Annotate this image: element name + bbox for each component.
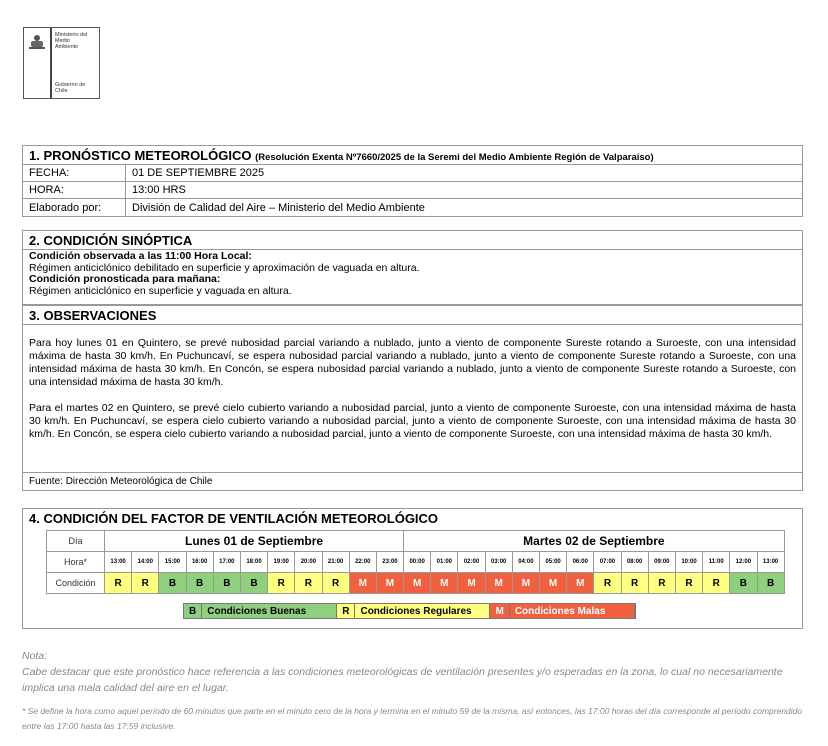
- hour-cell: 21:00: [322, 552, 349, 573]
- footnote: * Se define la hora como aquel período de 60 minutos que parte en el minuto cero de la hora y termina en el minuto 59 de la misma, así entonces, las 17:00 horas del día corresponde al período comprendido entre las 17:00 hasta las 17:59 inclusive.: [22, 706, 803, 731]
- condition-cell: R: [322, 573, 349, 594]
- condition-cell: B: [213, 573, 240, 594]
- condition-cell: R: [648, 573, 675, 594]
- condition-cell: R: [621, 573, 648, 594]
- legend-code: B: [184, 604, 202, 618]
- hour-cell: 03:00: [485, 552, 512, 573]
- condition-cell: M: [376, 573, 403, 594]
- hour-cell: 12:00: [730, 552, 757, 573]
- source-text: Fuente: Dirección Meteorológica de Chile: [23, 472, 802, 490]
- info-value: 01 DE SEPTIEMBRE 2025: [132, 167, 265, 179]
- day-2-header: Martes 02 de Septiembre: [404, 531, 785, 552]
- section-2-title: 2. CONDICIÓN SINÓPTICA: [23, 231, 802, 250]
- hour-cell: 13:00: [105, 552, 132, 573]
- hour-cell: 23:00: [376, 552, 403, 573]
- legend-code: R: [337, 604, 355, 618]
- condition-cell: B: [159, 573, 186, 594]
- hour-cell: 00:00: [404, 552, 431, 573]
- condition-cell: B: [240, 573, 267, 594]
- info-row-elaborado: [23, 199, 802, 216]
- ventilation-table: [46, 530, 785, 594]
- hour-cell: 01:00: [431, 552, 458, 573]
- hour-cell: 04:00: [512, 552, 539, 573]
- info-label: FECHA:: [23, 165, 126, 181]
- info-label: HORA:: [23, 182, 126, 198]
- condition-cell: M: [540, 573, 567, 594]
- legend: [183, 603, 636, 619]
- hour-cell: 08:00: [621, 552, 648, 573]
- condition-cell: R: [594, 573, 621, 594]
- section-ventilation: [22, 508, 803, 629]
- info-value: División de Calidad del Aire – Ministerio del Medio Ambiente: [132, 201, 425, 214]
- hour-cell: 15:00: [159, 552, 186, 573]
- hour-cell: 20:00: [295, 552, 322, 573]
- condition-cell: R: [132, 573, 159, 594]
- hour-cell: 11:00: [703, 552, 730, 573]
- legend-label: Condiciones Regulares: [355, 604, 490, 618]
- hour-cell: 10:00: [675, 552, 702, 573]
- info-row-fecha: [23, 165, 802, 182]
- day-label: Día: [47, 531, 105, 552]
- info-value: 13:00 HRS: [132, 184, 186, 196]
- section-forecast: [22, 145, 803, 217]
- hour-cell: 09:00: [648, 552, 675, 573]
- condition-cell: M: [512, 573, 539, 594]
- condition-cell: R: [105, 573, 132, 594]
- condition-cell: R: [703, 573, 730, 594]
- hour-cell: 02:00: [458, 552, 485, 573]
- legend-label: Condiciones Buenas: [202, 604, 337, 618]
- logo-text: Ministerio del: [55, 32, 88, 38]
- ministry-logo: [23, 27, 100, 99]
- note-text: Cabe destacar que este pronóstico hace referencia a las condiciones meteorológicas de ventilación presentes y/o esperadas en la zona, lo cual no necesariamente implica una mala calidad del aire en el lugar.: [22, 666, 783, 694]
- condition-cell: B: [757, 573, 784, 594]
- hour-cell: 16:00: [186, 552, 213, 573]
- section-1-title: 1. PRONÓSTICO METEOROLÓGICO (Resolución Exenta Nº7660/2025 de la Seremi del Medio Ambiente Región de Valparaíso): [23, 146, 802, 165]
- day-1-header: Lunes 01 de Septiembre: [105, 531, 404, 552]
- section-synoptic: [22, 230, 803, 305]
- observation-paragraph: Para el martes 02 en Quintero, se prevé cielo cubierto variando a nubosidad parcial, junto a viento de componente Suroeste, con una intensidad máxima de hasta 30 km/h. En Puchuncaví, se espera cielo cubierto variando a nubosidad parcial, junto a viento de componente Suroeste, con una intensidad máxima de hasta 30 km/h. En Concón, se espera cielo cubierto variando a nubosidad parcial, junto a viento de componente Suroeste, con una intensidad máxima de hasta 30 km/h.: [29, 402, 796, 440]
- hour-cell: 19:00: [268, 552, 295, 573]
- hour-label: Hora*: [47, 552, 105, 573]
- logo-text: Medio: [55, 38, 70, 44]
- hour-cell: 22:00: [349, 552, 376, 573]
- condition-cell: M: [458, 573, 485, 594]
- condition-cell: B: [186, 573, 213, 594]
- condition-cell: M: [567, 573, 594, 594]
- forecast-text: Régimen anticiclónico en superficie y vaguada en altura.: [29, 284, 292, 297]
- condition-cell: M: [349, 573, 376, 594]
- hour-cell: 13:00: [757, 552, 784, 573]
- condition-cell: R: [675, 573, 702, 594]
- info-row-hora: [23, 182, 802, 199]
- hour-cell: 17:00: [213, 552, 240, 573]
- resolution-subtitle: (Resolución Exenta Nº7660/2025 de la Seremi del Medio Ambiente Región de Valparaíso): [255, 152, 654, 163]
- observed-text: Régimen anticiclónico debilitado en superficie y aproximación de vaguada en altura.: [29, 261, 420, 274]
- condition-cell: R: [268, 573, 295, 594]
- section-3-title: 3. OBSERVACIONES: [23, 306, 802, 325]
- observed-label: Condición observada a las 11:00 Hora Local:: [29, 250, 252, 262]
- condition-cell: M: [485, 573, 512, 594]
- legend-code: M: [490, 604, 509, 618]
- note-title: Nota:: [22, 650, 48, 662]
- section-4-title: 4. CONDICIÓN DEL FACTOR DE VENTILACIÓN METEOROLÓGICO: [29, 511, 439, 526]
- logo-footer: Gobierno de Chile: [55, 82, 86, 94]
- hour-cell: 14:00: [132, 552, 159, 573]
- logo-text: Ambiente: [55, 44, 79, 50]
- section-observations: [22, 305, 803, 491]
- condition-cell: M: [404, 573, 431, 594]
- forecast-label: Condición pronosticada para mañana:: [29, 273, 221, 285]
- condition-cell: B: [730, 573, 757, 594]
- condition-label: Condición: [47, 573, 105, 594]
- hour-cell: 18:00: [240, 552, 267, 573]
- info-label: Elaborado por:: [23, 199, 126, 216]
- hour-cell: 07:00: [594, 552, 621, 573]
- coat-of-arms-icon: [27, 34, 47, 50]
- condition-cell: M: [431, 573, 458, 594]
- observation-paragraph: Para hoy lunes 01 en Quintero, se prevé nubosidad parcial variando a nublado, junto a viento de componente Sureste rotando a Suroeste, con una intensidad máxima de hasta 30 km/h. En Puchuncaví, se espera nubosidad parcial variando a nublado, junto a viento de componente Sureste rotando a Suroeste, con una intensidad máxima de hasta 30 km/h. En Concón, se espera nubosidad parcial variando a nublado, junto a viento de componente Sureste rotando a Suroeste, con una intensidad máxima de hasta 30 km/h.: [29, 337, 796, 388]
- condition-cell: R: [295, 573, 322, 594]
- hour-cell: 05:00: [540, 552, 567, 573]
- legend-label: Condiciones Malas: [510, 604, 635, 618]
- hour-cell: 06:00: [567, 552, 594, 573]
